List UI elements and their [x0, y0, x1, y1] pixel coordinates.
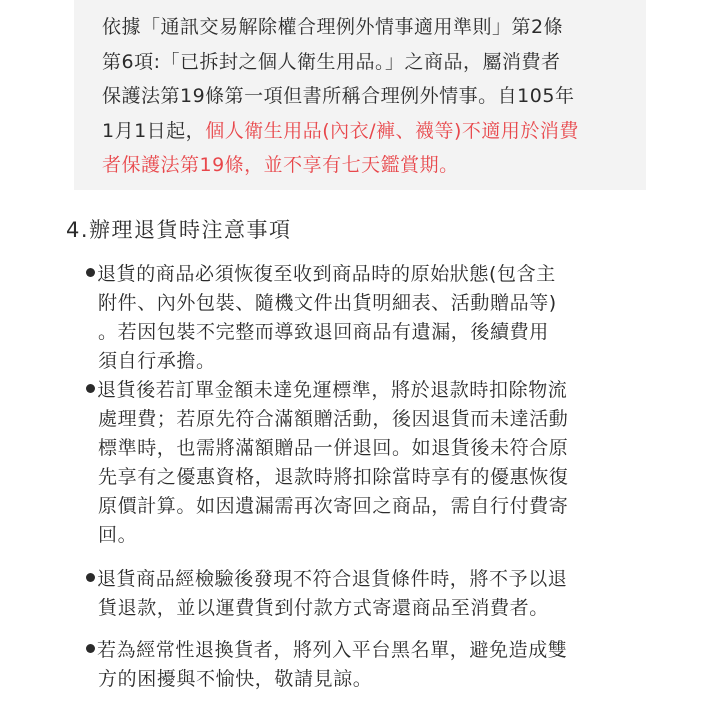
- bullet-line: 標準時，也需將滿額贈品一併退回。如退貨後未符合原: [98, 437, 569, 459]
- bullet-text: 退貨商品經檢驗後發現不符合退貨條件時，將不予以退: [97, 568, 568, 590]
- bullet-line: 處理費；若原先符合滿額贈活動，後因退貨而未達活動: [98, 408, 569, 430]
- bullet-item: [86, 636, 567, 694]
- bullet-dot-icon: [86, 644, 95, 653]
- section-title: 4.辦理退貨時注意事項: [66, 218, 292, 242]
- bullet-dot-icon: [86, 268, 95, 277]
- bullet-line: 附件、內外包裝、隨機文件出貨明細表、活動贈品等): [98, 292, 557, 314]
- bullet-item: [86, 260, 557, 376]
- bullet-line: [86, 565, 567, 594]
- notice-line: 第6項:「已拆封之個人衛生用品。」之商品，屬消費者: [102, 50, 561, 73]
- bullet-line: 回。: [98, 524, 138, 546]
- bullet-text: 退貨的商品必須恢復至收到商品時的原始狀態(包含主: [97, 263, 556, 285]
- bullet-line: 先享有之優惠資格，退款時將扣除當時享有的優惠恢復: [98, 466, 569, 488]
- notice-line: 依據「通訊交易解除權合理例外情事適用準則」第2條: [102, 16, 564, 38]
- bullet-line: 原價計算。如因遺漏需再次寄回之商品，需自行付費寄: [98, 495, 569, 517]
- notice-line: 保護法第19條第一項但書所稱合理例外情事。自105年: [102, 85, 575, 107]
- bullet-line: 。若因包裝不完整而導致退回商品有遺漏，後續費用: [98, 321, 549, 343]
- notice-highlight: 個人衛生用品(內衣/褲、襪等)不適用於消費: [205, 119, 579, 142]
- bullet-line: 貨退款，並以運費貨到付款方式寄還商品至消費者。: [98, 597, 549, 619]
- bullet-dot-icon: [86, 573, 95, 582]
- notice-box: [74, 0, 646, 190]
- bullet-text: 退貨後若訂單金額未達免運標準，將於退款時扣除物流: [97, 379, 568, 401]
- bullet-line: [86, 636, 567, 665]
- bullet-text: 若為經常性退換貨者，將列入平台黑名單，避免造成雙: [97, 639, 568, 661]
- bullet-line: 須自行承擔。: [98, 350, 216, 372]
- notice-highlight-line: 者保護法第19條，並不享有七天鑑賞期。: [102, 154, 459, 176]
- notice-line-mixed: [102, 114, 646, 149]
- bullet-item: [86, 565, 567, 623]
- bullet-item: [86, 376, 568, 550]
- notice-text: 1月1日起，: [102, 119, 206, 142]
- bullet-dot-icon: [86, 384, 95, 393]
- bullet-line: 方的困擾與不愉快，敬請見諒。: [98, 668, 373, 690]
- bullet-line: [86, 376, 568, 405]
- bullet-line: [86, 260, 557, 289]
